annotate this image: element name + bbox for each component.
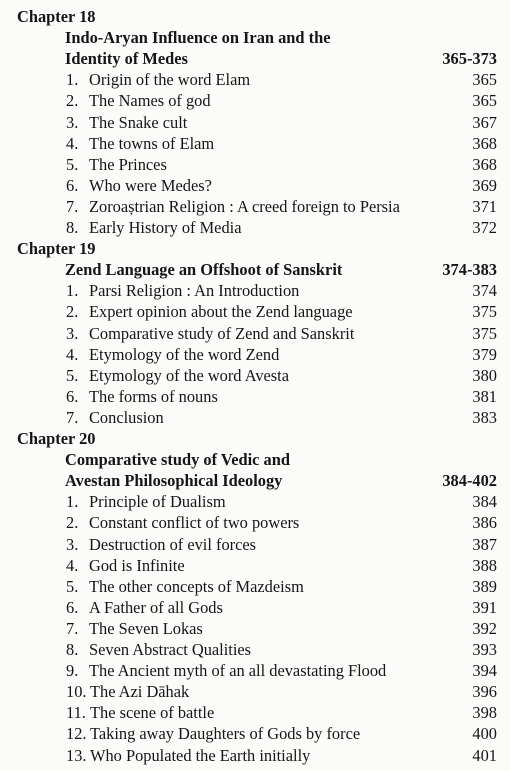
section-title: Comparative study of Vedic and xyxy=(65,450,290,470)
entry-title: Conclusion xyxy=(89,407,164,427)
entry-title: The Snake cult xyxy=(89,112,188,132)
entry-number: 5. xyxy=(66,365,79,385)
entry-number: 10. xyxy=(66,682,87,702)
entry-page-number: 389 xyxy=(472,576,497,596)
toc-entry xyxy=(0,112,510,133)
toc-entry xyxy=(0,681,510,702)
entry-page-number: 375 xyxy=(472,302,497,322)
entry-page-number: 391 xyxy=(472,597,497,617)
entry-page-number: 375 xyxy=(472,323,497,343)
entry-number: 2. xyxy=(66,302,79,322)
entry-title: Constant conflict of two powers xyxy=(89,513,300,533)
entry-page-number: 401 xyxy=(472,745,497,765)
toc-entry xyxy=(0,534,510,555)
toc-entry xyxy=(0,576,510,597)
toc-entry xyxy=(0,154,510,175)
toc-entry xyxy=(0,745,510,766)
section-page-range: 374-383 xyxy=(442,260,497,280)
entry-page-number: 400 xyxy=(472,724,497,744)
entry-title: Origin of the word Elam xyxy=(89,70,251,90)
entry-number: 6. xyxy=(66,175,79,195)
entry-title: The Names of god xyxy=(89,91,211,111)
chapter-label: Chapter 20 xyxy=(17,429,96,448)
entry-number: 5. xyxy=(66,154,79,174)
entry-page-number: 388 xyxy=(472,555,497,575)
entry-title: A Father of all Gods xyxy=(89,597,223,617)
toc-entry xyxy=(0,344,510,365)
toc-entry xyxy=(0,723,510,744)
entry-page-number: 367 xyxy=(472,112,497,132)
entry-page-number: 368 xyxy=(472,133,497,153)
entry-number: 9. xyxy=(66,661,79,681)
entry-number: 5. xyxy=(66,576,79,596)
entry-page-number: 392 xyxy=(472,618,497,638)
toc-entry xyxy=(0,407,510,428)
entry-page-number: 371 xyxy=(472,196,497,216)
entry-page-number: 387 xyxy=(472,534,497,554)
entry-title: Taking away Daughters of Gods by force xyxy=(90,724,361,744)
entry-page-number: 368 xyxy=(472,154,497,174)
toc-entry xyxy=(0,196,510,217)
toc-entry xyxy=(0,639,510,660)
entry-title: The other concepts of Mazdeism xyxy=(89,576,304,596)
section-title: Identity of Medes xyxy=(65,49,188,69)
section-title-line xyxy=(0,259,510,280)
entry-page-number: 383 xyxy=(472,407,497,427)
entry-title: Early History of Media xyxy=(89,218,242,237)
toc-entry xyxy=(0,555,510,576)
toc-entry xyxy=(0,660,510,681)
entry-page-number: 393 xyxy=(472,640,497,659)
entry-number: 7. xyxy=(66,407,79,427)
entry-page-number: 374 xyxy=(472,281,497,301)
entry-title: The Princes xyxy=(89,154,167,174)
toc-entry xyxy=(0,69,510,90)
entry-page-number: 398 xyxy=(472,703,497,723)
entry-number: 6. xyxy=(66,386,79,406)
toc-entry xyxy=(0,301,510,322)
entry-number: 1. xyxy=(66,492,79,512)
entry-number: 8. xyxy=(66,218,79,237)
toc-entry xyxy=(0,217,510,238)
entry-title: Zoroaștrian Religion : A creed foreign to Persia xyxy=(89,196,400,216)
toc-entry xyxy=(0,323,510,344)
entry-number: 4. xyxy=(66,133,79,153)
entry-title: The forms of nouns xyxy=(89,386,218,406)
entry-title: Comparative study of Zend and Sanskrit xyxy=(89,323,355,343)
entry-page-number: 379 xyxy=(472,344,497,364)
toc-entry xyxy=(0,597,510,618)
section-title-line xyxy=(0,27,510,48)
section-title: Zend Language an Offshoot of Sanskrit xyxy=(65,260,343,280)
section-title-line xyxy=(0,48,510,69)
chapter-heading xyxy=(0,238,510,259)
entry-number: 12. xyxy=(66,724,87,744)
entry-title: The Azi Dāhak xyxy=(90,682,190,702)
section-page-range: 365-373 xyxy=(442,49,497,69)
entry-page-number: 386 xyxy=(472,513,497,533)
toc-entry xyxy=(0,133,510,154)
toc-entry xyxy=(0,618,510,639)
entry-page-number: 380 xyxy=(472,365,497,385)
entry-number: 4. xyxy=(66,344,79,364)
entry-number: 7. xyxy=(66,196,79,216)
entry-number: 11. xyxy=(66,703,86,723)
entry-title: Expert opinion about the Zend language xyxy=(89,302,353,322)
entry-number: 4. xyxy=(66,555,79,575)
entry-page-number: 394 xyxy=(472,661,497,681)
toc-entry xyxy=(0,702,510,723)
entry-title: Seven Abstract Qualities xyxy=(89,640,252,659)
toc-entry xyxy=(0,365,510,386)
entry-title: The Seven Lokas xyxy=(89,618,203,638)
entry-title: God is Infinite xyxy=(89,555,185,575)
section-title: Indo-Aryan Influence on Iran and the xyxy=(65,28,331,48)
entry-number: 13. xyxy=(66,745,87,765)
chapter-label: Chapter 18 xyxy=(17,7,96,26)
entry-number: 6. xyxy=(66,597,79,617)
entry-title: Who Populated the Earth initially xyxy=(90,745,311,765)
section-title-line xyxy=(0,470,510,491)
entry-page-number: 372 xyxy=(472,218,497,237)
entry-number: 3. xyxy=(66,534,79,554)
entry-page-number: 369 xyxy=(472,175,497,195)
entry-number: 8. xyxy=(66,640,79,659)
entry-title: The towns of Elam xyxy=(89,133,215,153)
entry-title: Who were Medes? xyxy=(89,175,212,195)
entry-number: 1. xyxy=(66,70,79,90)
toc-entry xyxy=(0,512,510,533)
entry-page-number: 365 xyxy=(472,70,497,90)
section-page-range: 384-402 xyxy=(442,471,497,491)
section-title: Avestan Philosophical Ideology xyxy=(65,471,283,491)
entry-title: The scene of battle xyxy=(90,703,215,723)
entry-page-number: 396 xyxy=(472,682,497,702)
entry-number: 1. xyxy=(66,281,79,301)
entry-number: 3. xyxy=(66,112,79,132)
entry-title: Etymology of the word Zend xyxy=(89,344,280,364)
chapter-heading xyxy=(0,6,510,27)
entry-title: Etymology of the word Avesta xyxy=(89,365,289,385)
entry-number: 7. xyxy=(66,618,79,638)
entry-title: Parsi Religion : An Introduction xyxy=(89,281,300,301)
entry-title: Principle of Dualism xyxy=(89,492,226,512)
chapter-heading xyxy=(0,428,510,449)
entry-number: 2. xyxy=(66,91,79,111)
toc-entry xyxy=(0,491,510,512)
toc-entry xyxy=(0,175,510,196)
entry-number: 3. xyxy=(66,323,79,343)
entry-page-number: 365 xyxy=(472,91,497,111)
entry-title: The Ancient myth of an all devastating Flood xyxy=(89,661,387,681)
toc-entry xyxy=(0,386,510,407)
section-title-line xyxy=(0,449,510,470)
entry-number: 2. xyxy=(66,513,79,533)
entry-title: Destruction of evil forces xyxy=(89,534,257,554)
entry-page-number: 384 xyxy=(472,492,497,512)
entry-page-number: 381 xyxy=(472,386,497,406)
toc-entry xyxy=(0,280,510,301)
toc-entry xyxy=(0,90,510,111)
chapter-label: Chapter 19 xyxy=(17,239,96,259)
